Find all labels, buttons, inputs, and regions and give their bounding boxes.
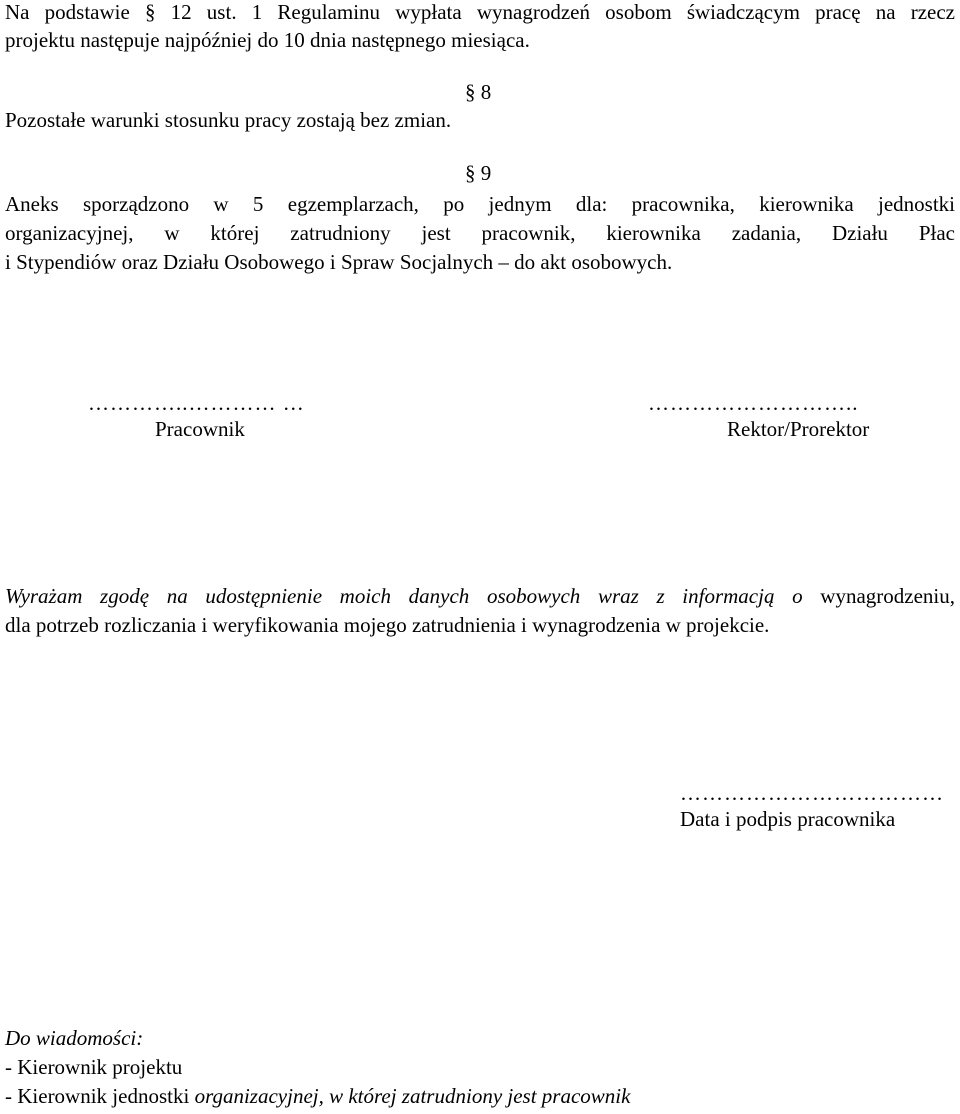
distribution-heading: Do wiadomości: bbox=[5, 1026, 144, 1050]
par9-line-1: Aneks sporządzono w 5 egzemplarzach, po jednym dla: pracownika, kierownika jednostki bbox=[5, 192, 955, 216]
employee-signature-label: Pracownik bbox=[155, 417, 245, 441]
rector-signature-dots: ……………………….. bbox=[648, 391, 859, 415]
par9-line-2: organizacyjnej, w której zatrudniony jest pracownik, kierownika zadania, Działu Płac bbox=[5, 221, 955, 245]
rector-signature-label: Rektor/Prorektor bbox=[727, 417, 870, 441]
distribution-item-2-plain: - Kierownik jednostki bbox=[5, 1084, 190, 1108]
date-signature-dots: ……………………………… bbox=[680, 781, 944, 805]
par7-line-1: Na podstawie § 12 ust. 1 Regulaminu wypłata wynagrodzeń osobom świadczącym pracę na rzecz bbox=[5, 0, 955, 24]
par9-line-3: i Stypendiów oraz Działu Osobowego i Spraw Socjalnych – do akt osobowych. bbox=[5, 250, 673, 274]
par7-line-2: projektu następuje najpóźniej do 10 dnia następnego miesiąca. bbox=[5, 28, 530, 52]
distribution-item-2 bbox=[5, 1083, 955, 1110]
consent-line-1 bbox=[5, 583, 955, 610]
employee-signature-dots: …………..………… … bbox=[88, 391, 305, 415]
section-9-heading: § 9 bbox=[465, 161, 492, 185]
distribution-item-2-italic: organizacyjnej, w której zatrudniony jest pracownik bbox=[189, 1084, 631, 1108]
consent-plain-text: wynagrodzeniu, bbox=[802, 584, 955, 608]
section-8-heading: § 8 bbox=[465, 80, 492, 104]
consent-line-2: dla potrzeb rozliczania i weryfikowania mojego zatrudnienia i wynagrodzenia w projekcie. bbox=[5, 613, 770, 637]
date-signature-label: Data i podpis pracownika bbox=[680, 807, 896, 831]
consent-italic-text: Wyrażam zgodę na udostępnienie moich danych osobowych wraz z informacją o bbox=[5, 584, 803, 608]
par8-line-1: Pozostałe warunki stosunku pracy zostają bez zmian. bbox=[5, 108, 452, 132]
distribution-item-1: - Kierownik projektu bbox=[5, 1055, 183, 1079]
